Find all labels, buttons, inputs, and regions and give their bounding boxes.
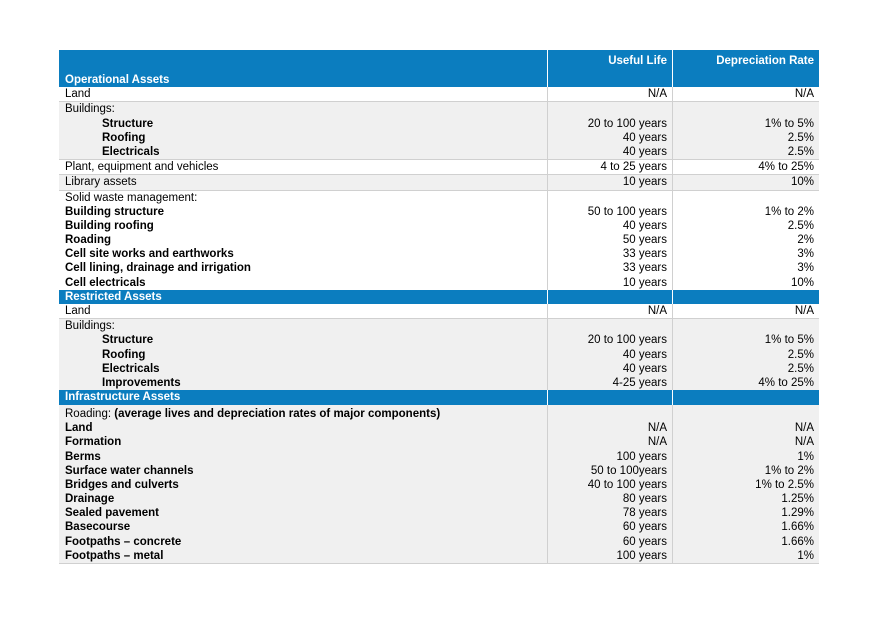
table-row: Buildings: <box>59 101 819 116</box>
table-row: Roading 50 years 2% <box>59 233 819 247</box>
section-title: Operational Assets <box>59 73 548 87</box>
table-row: Sealed pavement 78 years 1.29% <box>59 506 819 520</box>
table-row: Roading: (average lives and depreciation rates of major components) <box>59 405 819 421</box>
table-row: Improvements 4-25 years 4% to 25% <box>59 376 819 390</box>
table-row: Buildings: <box>59 318 819 333</box>
section-header-infrastructure <box>59 390 819 405</box>
table-row: Roofing 40 years 2.5% <box>59 348 819 362</box>
depreciation-table <box>59 50 819 564</box>
table-row: Cell electricals 10 years 10% <box>59 276 819 290</box>
section-title: Restricted Assets <box>59 290 548 304</box>
section-header-operational <box>59 73 819 87</box>
table-row: Roofing 40 years 2.5% <box>59 131 819 145</box>
section-header-restricted <box>59 290 819 304</box>
header-col-depreciation-rate: Depreciation Rate <box>716 55 814 67</box>
table-row: Electricals 40 years 2.5% <box>59 145 819 159</box>
header-col-useful-life: Useful Life <box>548 50 673 73</box>
table-row: Solid waste management: <box>59 190 819 205</box>
table-row: Structure 20 to 100 years 1% to 5% <box>59 333 819 347</box>
table-row: Formation N/A N/A <box>59 435 819 449</box>
table-row: Cell site works and earthworks 33 years 3% <box>59 247 819 261</box>
table-row: Basecourse 60 years 1.66% <box>59 520 819 534</box>
table-row: Electricals 40 years 2.5% <box>59 362 819 376</box>
table-row: Land N/A N/A <box>59 304 819 318</box>
table-row: Library assets 10 years 10% <box>59 174 819 189</box>
table-row: Building roofing 40 years 2.5% <box>59 219 819 233</box>
table-row: Cell lining, drainage and irrigation 33 years 3% <box>59 261 819 275</box>
table-row: Drainage 80 years 1.25% <box>59 492 819 506</box>
section-title: Infrastructure Assets <box>59 390 548 405</box>
table-row: Berms 100 years 1% <box>59 450 819 464</box>
table-row: Plant, equipment and vehicles 4 to 25 years 4% to 25% <box>59 159 819 174</box>
table-row: Structure 20 to 100 years 1% to 5% <box>59 117 819 131</box>
table-header-row <box>59 50 819 73</box>
table-row: Surface water channels 50 to 100years 1% to 2% <box>59 464 819 478</box>
table-row: Footpaths – metal 100 years 1% <box>59 549 819 563</box>
header-col-asset <box>59 50 548 73</box>
table-row: Land N/A N/A <box>59 87 819 101</box>
table-row: Building structure 50 to 100 years 1% to 2% <box>59 205 819 219</box>
table-row: Land N/A N/A <box>59 421 819 435</box>
table-row: Bridges and culverts 40 to 100 years 1% to 2.5% <box>59 478 819 492</box>
table-row: Footpaths – concrete 60 years 1.66% <box>59 535 819 549</box>
